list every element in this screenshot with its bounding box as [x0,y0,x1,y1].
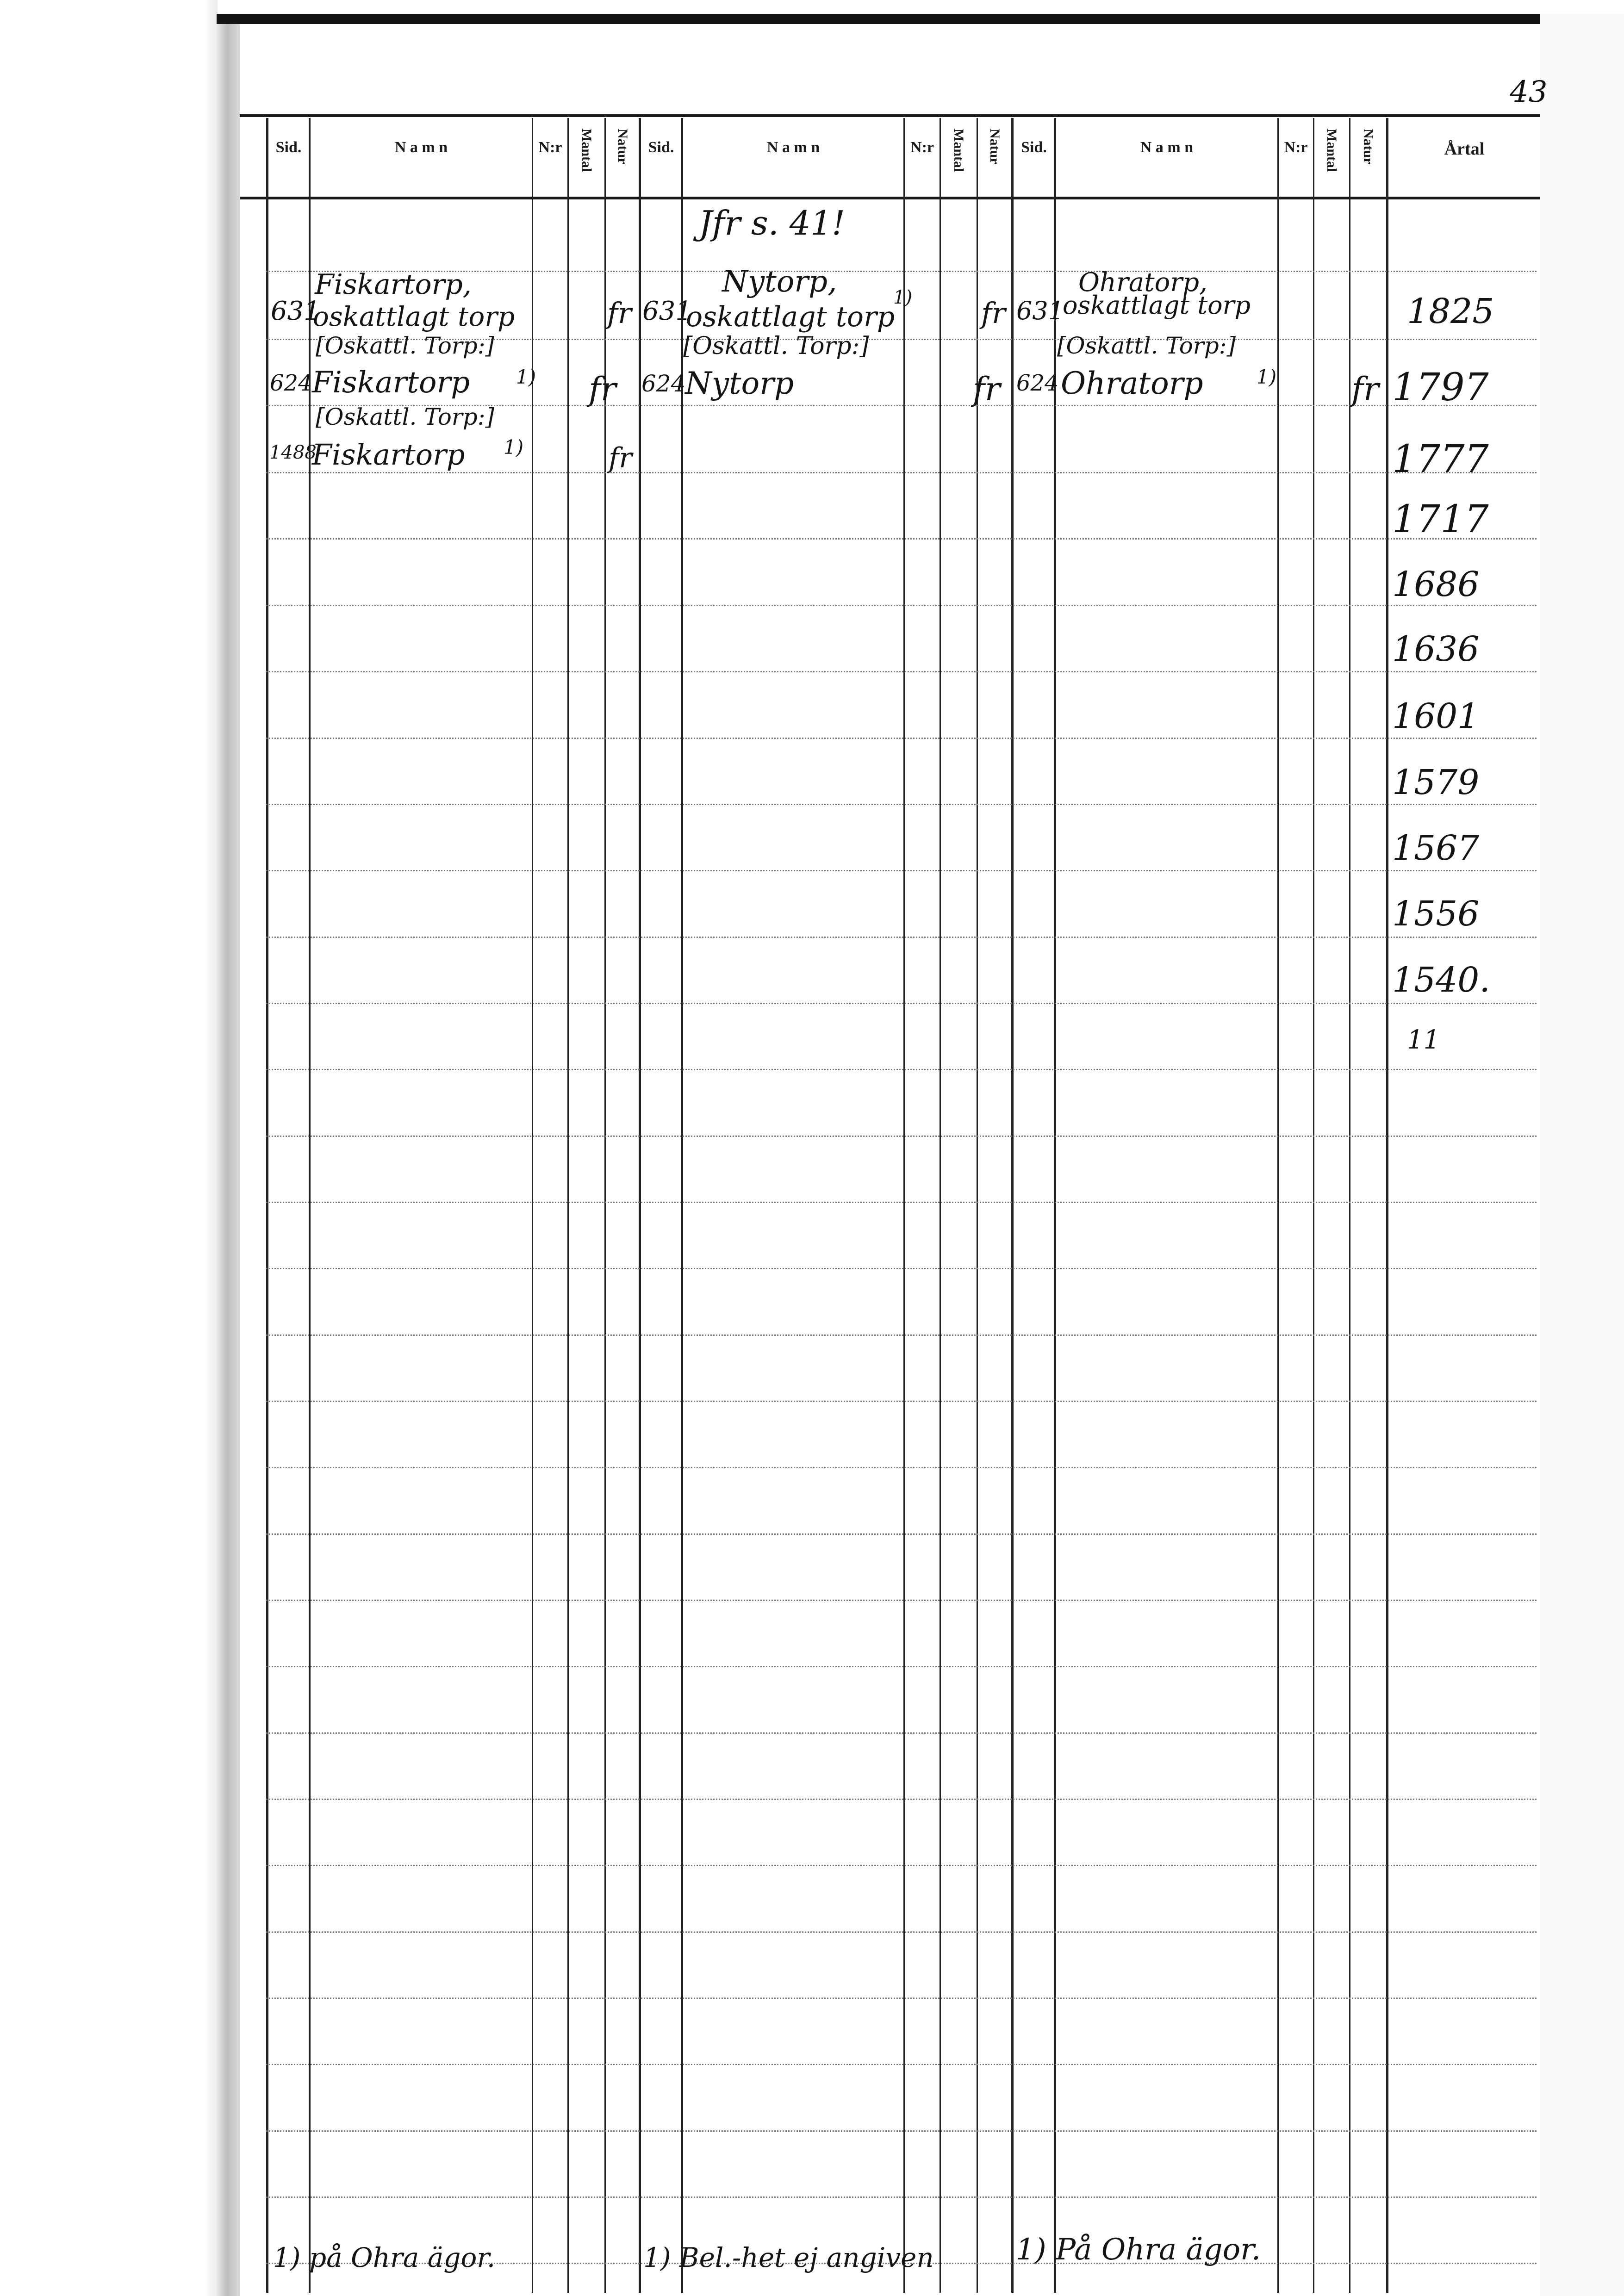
footnote: 1) På Ohra ägor. [1016,2233,1261,2267]
book-binding [217,14,240,2296]
year-entry: 1825 [1407,292,1494,331]
row-rule [266,2130,1537,2132]
row-rule [266,804,1537,805]
row-rule [266,472,1537,473]
year-entry: 1556 [1392,894,1480,934]
year-entry: 1567 [1392,828,1480,868]
entry-footnote-ref: 1) [893,287,913,308]
col-line [977,118,978,2293]
entry-footnote-ref: 1) [516,366,536,388]
entry-name: Ohratorp [1061,366,1203,401]
entry-sid: 1488 [269,442,317,463]
row-rule [266,605,1537,606]
year-entry: 1717 [1392,497,1489,541]
header-namn: N a m n [394,139,448,156]
entry-natur: fr [1351,370,1379,408]
col-line [1386,118,1388,2293]
header-namn: N a m n [766,139,820,156]
row-rule [266,1998,1537,1999]
col-line [1277,118,1279,2293]
header-namn: N a m n [1140,139,1194,156]
row-rule [266,937,1537,938]
row-rule [266,1069,1537,1070]
col-line [940,118,941,2293]
header-rule-top [240,114,1540,117]
row-rule [266,1467,1537,1468]
year-entry: 1686 [1392,565,1480,604]
header-sid: Sid. [275,139,302,156]
entry-name: oskattlagt torp [1063,291,1251,320]
row-rule [266,870,1537,871]
row-rule [266,738,1537,739]
entry-name: Nytorp [685,366,794,401]
col-line [266,118,268,2293]
entry-name: oskattlagt torp [686,301,895,333]
col-line [639,118,641,2293]
row-rule [266,671,1537,672]
footnote: 1) Bel.-het ej angiven [643,2242,934,2273]
entry-natur: fr [609,442,632,474]
col-line [604,118,606,2293]
row-rule [266,538,1537,540]
header-nr: N:r [538,139,562,156]
year-entry: 1777 [1392,437,1489,481]
top-border [217,14,1540,24]
page-margin [1540,14,1624,2296]
header-artal: Årtal [1444,139,1485,159]
year-entry: 1579 [1392,763,1480,802]
col-line [1313,118,1314,2293]
header-mantal: Mantal [579,129,594,172]
row-rule [266,1799,1537,1800]
entry-sid: 631 [642,296,692,326]
entry-natur: fr [981,296,1006,330]
header-natur: Natur [987,129,1002,164]
header-mantal: Mantal [1324,129,1339,172]
entry-sid: 624 [641,370,686,397]
entry-bracket: [Oskattl. Torp:] [316,332,495,359]
entry-sid: 631 [271,296,320,326]
row-rule [266,2197,1537,2198]
header-sid: Sid. [648,139,674,156]
row-rule [266,1334,1537,1336]
col-line [1011,118,1014,2293]
entry-name: Nytorp, [722,265,837,299]
row-rule [266,1931,1537,1933]
footnote: 1) på Ohra ägor. [273,2242,496,2273]
row-rule [266,1732,1537,1734]
header-nr: N:r [1284,139,1308,156]
year-entry: 1636 [1392,629,1480,669]
col-line [532,118,533,2293]
col-line [567,118,569,2293]
entry-name: Fiskartorp [312,438,465,472]
entry-natur: fr [607,296,632,330]
row-rule [266,1268,1537,1269]
row-rule [266,1600,1537,1601]
row-rule [266,1202,1537,1203]
col-line [903,118,905,2293]
header-natur: Natur [1361,129,1376,164]
page-edge-shadow [204,0,218,2296]
row-rule [266,1401,1537,1402]
entry-name: Fiskartorp [312,366,470,400]
entry-sid: 624 [270,370,312,396]
col-line [1349,118,1350,2293]
col-line [1054,118,1056,2293]
header-rule-bottom [240,197,1540,199]
row-rule [266,1865,1537,1866]
entry-sid: 631 [1016,296,1064,325]
header-mantal: Mantal [951,129,966,172]
entry-bracket: [Oskattl. Torp:] [316,403,495,430]
entry-natur: fr [589,370,616,408]
entry-name: oskattlagt torp [313,301,515,332]
row-rule [266,1666,1537,1667]
entry-footnote-ref: 1) [1257,366,1277,388]
entry-footnote-ref: 1) [504,436,524,459]
entry-natur: fr [973,370,1001,408]
col-line [681,118,683,2293]
cross-reference-note: Jfr s. 41! [699,204,846,242]
header-nr: N:r [910,139,934,156]
entry-name: Fiskartorp, [315,268,472,301]
row-rule [266,1003,1537,1004]
row-rule [266,1533,1537,1535]
entry-bracket: [Oskattl. Torp:] [1057,332,1236,359]
year-entry: 1601 [1392,696,1480,736]
row-rule [266,1136,1537,1137]
row-rule [266,2064,1537,2065]
entry-bracket: [Oskattl. Torp:] [683,332,869,360]
entry-sid: 624 [1016,370,1059,396]
year-entry: 1540. [1392,960,1490,1000]
entry-name: Ohratorp, [1078,267,1207,298]
header-sid: Sid. [1021,139,1047,156]
page-number: 43 [1510,75,1548,109]
year-entry: 1797 [1392,366,1489,410]
header-natur: Natur [615,129,630,164]
year-entry: 11 [1407,1025,1440,1055]
